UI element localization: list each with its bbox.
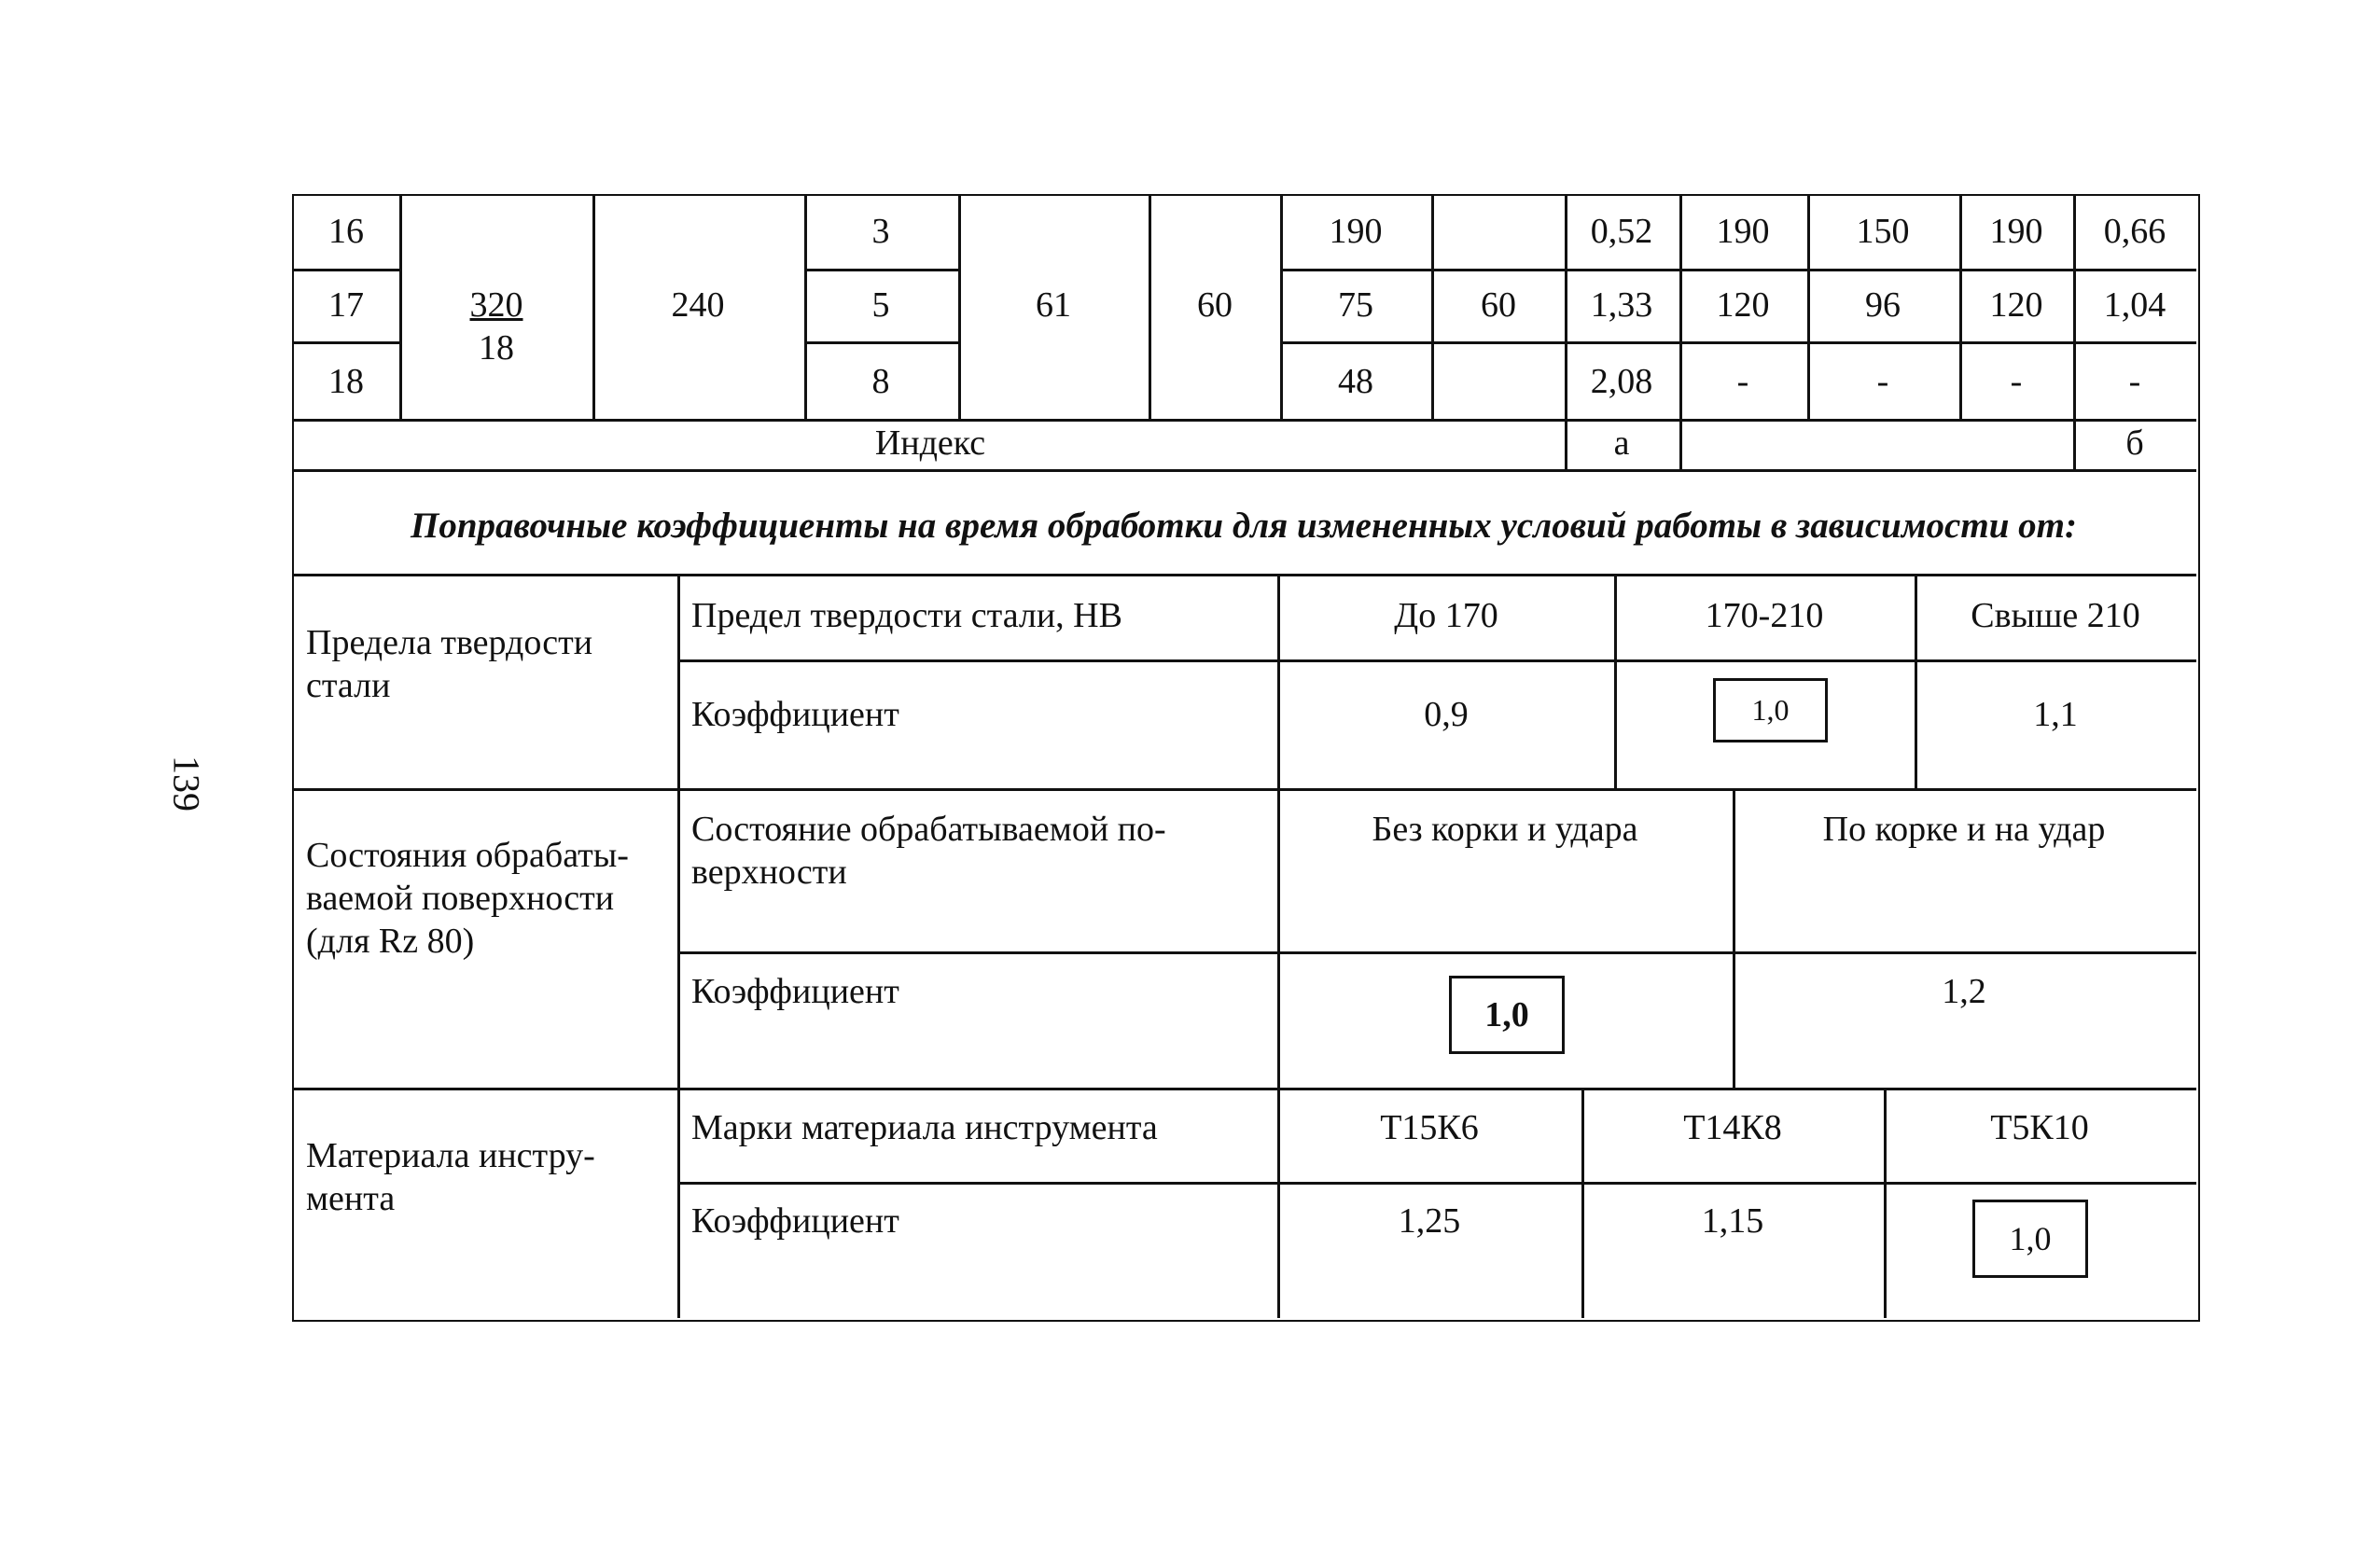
factor-label: мента (306, 1179, 396, 1218)
cell-value: - (1736, 362, 1749, 401)
col-divider (1277, 574, 1280, 1088)
row-divider (292, 341, 399, 344)
merged-cell: 240 (671, 285, 725, 325)
cell-depth: 5 (871, 285, 890, 325)
index-a: а (1613, 423, 1630, 463)
merged-cell: 60 (1481, 285, 1516, 325)
col-divider (592, 194, 595, 419)
col-divider (1431, 194, 1434, 419)
state-value: По корке и на удар (1822, 810, 2106, 849)
cell-value: 96 (1865, 285, 1901, 325)
cell-time-b: 0,66 (2103, 212, 2166, 251)
coef-value: 1,1 (2033, 695, 2078, 734)
selected-coef-box (1449, 976, 1565, 1054)
col-divider (1149, 194, 1151, 419)
cell-value: 190 (1716, 212, 1770, 251)
cell-value: 120 (1989, 285, 2043, 325)
row-divider (1280, 269, 2196, 271)
factor-label: ваемой поверхности (306, 879, 615, 918)
coef-value: 1,0 (1484, 995, 1529, 1034)
coef-value: 1,2 (1942, 972, 1986, 1011)
merged-cell: 61 (1036, 285, 1071, 325)
row-divider (292, 788, 2196, 791)
selected-coef-box (1972, 1200, 2088, 1278)
cell-depth: 3 (871, 212, 890, 251)
coef-value: 0,9 (1424, 695, 1469, 734)
cell-time-a: 1,33 (1590, 285, 1653, 325)
cell-time-b: - (2128, 362, 2141, 401)
cell-value: 150 (1856, 212, 1910, 251)
row-divider (677, 1182, 2196, 1185)
range-value: Свыше 210 (1971, 596, 2140, 635)
factor-label: Состояния обрабаты- (306, 836, 629, 875)
grade-value: Т5К10 (1990, 1108, 2089, 1147)
row-divider (292, 419, 2196, 422)
param-label: верхности (691, 853, 847, 892)
cell-speed: 48 (1338, 362, 1373, 401)
param-label: Состояние обрабатываемой по- (691, 810, 1166, 849)
range-value: До 170 (1394, 596, 1498, 635)
col-divider (677, 574, 680, 1318)
range-value: 170-210 (1705, 596, 1824, 635)
cell-value: - (2010, 362, 2023, 401)
col-divider (1679, 194, 1682, 469)
col-divider (1884, 1088, 1887, 1318)
row-divider (292, 469, 2196, 472)
fraction-denominator: 18 (479, 328, 514, 368)
grade-value: Т15К6 (1380, 1108, 1479, 1147)
coef-value: 1,15 (1701, 1201, 1764, 1241)
fraction-numerator: 320 (469, 285, 523, 325)
col-divider (1581, 1088, 1584, 1318)
row-number: 16 (328, 212, 364, 251)
row-divider (1280, 341, 2196, 344)
coef-label: Коэффициент (691, 1201, 899, 1241)
col-divider (1565, 194, 1567, 469)
coef-value: 1,0 (1751, 693, 1790, 727)
row-number: 18 (328, 362, 364, 401)
cell-speed: 190 (1329, 212, 1383, 251)
cell-depth: 8 (871, 362, 890, 401)
col-divider (1807, 194, 1810, 419)
row-divider (677, 951, 2196, 954)
index-b: б (2125, 423, 2144, 463)
page-number: 139 (165, 756, 208, 812)
coef-value: 1,0 (2009, 1220, 2052, 1257)
cell-speed: 75 (1338, 285, 1373, 325)
cell-time-a: 0,52 (1590, 212, 1653, 251)
col-divider (1277, 1088, 1280, 1318)
row-divider (292, 1088, 2196, 1090)
row-divider (292, 574, 2196, 576)
row-divider (292, 269, 399, 271)
row-divider (804, 269, 958, 271)
col-divider (1733, 788, 1735, 1088)
col-divider (1959, 194, 1962, 419)
merged-cell: 60 (1197, 285, 1233, 325)
factor-label: (для Rz 80) (306, 922, 475, 961)
param-label: Предел твердости стали, НВ (691, 596, 1122, 635)
row-number: 17 (328, 285, 364, 325)
cell-time-b: 1,04 (2103, 285, 2166, 325)
col-divider (2073, 194, 2076, 469)
row-divider (677, 659, 2196, 662)
cell-value: 190 (1989, 212, 2043, 251)
index-label: Индекс (874, 423, 986, 463)
col-divider (804, 194, 807, 419)
section-heading: Поправочные коэффициенты на время обработки для измененных условий работы в зависимости от: (411, 506, 2077, 546)
param-label: Марки материала инструмента (691, 1108, 1158, 1147)
col-divider (1280, 194, 1283, 419)
cell-time-a: 2,08 (1590, 362, 1653, 401)
col-divider (399, 194, 402, 419)
factor-label: стали (306, 666, 391, 705)
cell-value: 120 (1716, 285, 1770, 325)
row-divider (804, 341, 958, 344)
selected-coef-box (1713, 678, 1828, 742)
coef-label: Коэффициент (691, 972, 899, 1011)
col-divider (1915, 574, 1917, 788)
factor-label: Материала инстру- (306, 1136, 595, 1175)
grade-value: Т14К8 (1683, 1108, 1782, 1147)
coef-value: 1,25 (1398, 1201, 1461, 1241)
col-divider (1614, 574, 1617, 788)
coef-label: Коэффициент (691, 695, 899, 734)
state-value: Без корки и удара (1372, 810, 1638, 849)
col-divider (958, 194, 961, 419)
factor-label: Предела твердости (306, 623, 593, 662)
cell-value: - (1876, 362, 1889, 401)
